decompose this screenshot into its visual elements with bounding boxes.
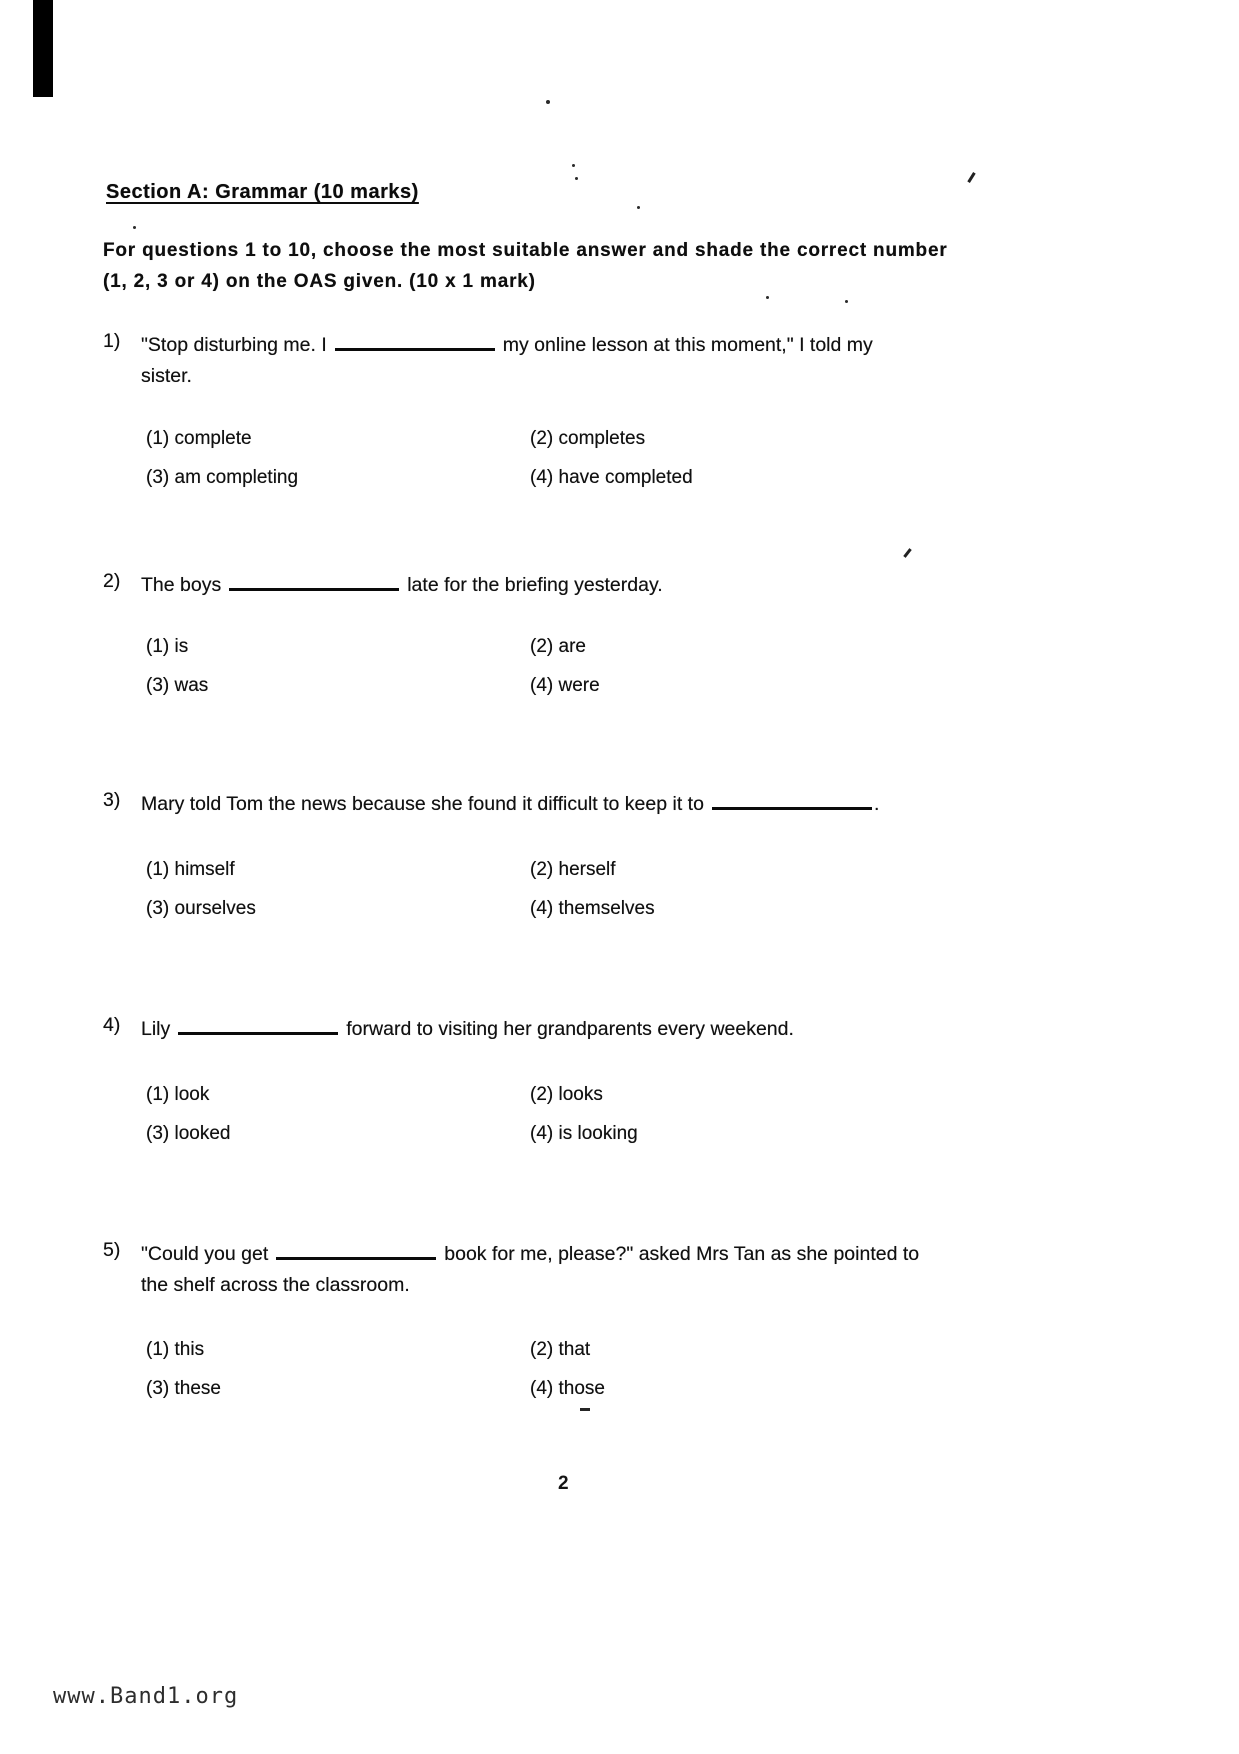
question-4: [103, 1014, 1153, 1045]
question-4-option-1: (1) look: [146, 1084, 210, 1105]
question-1: [103, 330, 1153, 392]
question-3-options: [146, 855, 655, 924]
question-2-option-2: (2) are: [530, 636, 586, 657]
question-1-option-3: (3) am completing: [146, 467, 299, 488]
scan-speck: [637, 206, 640, 209]
question-4-option-4: (4) is looking: [530, 1123, 638, 1144]
question-2-options: [146, 632, 600, 701]
question-4-text-before: Lily: [141, 1018, 171, 1040]
scan-speck: [766, 296, 769, 299]
question-3-text-before: Mary told Tom the news because she found it difficult to keep it to: [141, 793, 704, 815]
question-3-option-3: (3) ourselves: [146, 898, 256, 919]
question-3-number: 3): [103, 789, 121, 811]
question-2-text-before: The boys: [141, 574, 222, 596]
question-1-body: [141, 330, 1153, 392]
question-3-option-2: (2) herself: [530, 859, 616, 880]
question-5-option-3: (3) these: [146, 1378, 221, 1399]
question-2-number: 2): [103, 570, 121, 592]
question-1-text-line2: sister.: [141, 365, 192, 387]
question-5-body: [141, 1239, 1153, 1301]
question-5-text-after: book for me, please?" asked Mrs Tan as she pointed to: [444, 1243, 920, 1265]
scan-artifact-bar: [33, 0, 53, 97]
question-1-option-1: (1) complete: [146, 428, 252, 449]
question-2-text-after: late for the briefing yesterday.: [407, 574, 663, 596]
scan-speck: [845, 300, 848, 303]
question-1-text-before: "Stop disturbing me. I: [141, 334, 327, 356]
question-5-number: 5): [103, 1239, 121, 1261]
instructions-line-2: (1, 2, 3 or 4) on the OAS given. (10 x 1 mark): [103, 271, 536, 292]
section-title: Section A: Grammar (10 marks): [106, 181, 419, 203]
question-3-option-4: (4) themselves: [530, 898, 655, 919]
question-1-options: [146, 424, 693, 493]
question-2: [103, 570, 1153, 601]
question-1-number: 1): [103, 330, 121, 352]
question-4-options: [146, 1080, 638, 1149]
question-1-answer-blank: [335, 332, 495, 351]
question-5: [103, 1239, 1153, 1301]
scan-speck: [133, 226, 136, 229]
question-3-text-after: .: [873, 793, 880, 815]
question-1-text-after: my online lesson at this moment," I told my: [502, 334, 873, 356]
question-5-options: [146, 1335, 605, 1404]
question-1-option-2: (2) completes: [530, 428, 646, 449]
scan-tick-mark: [903, 548, 912, 558]
scan-artifact-dash: [580, 1408, 590, 1411]
question-1-option-4: (4) have completed: [530, 467, 693, 488]
question-5-text-before: "Could you get: [141, 1243, 269, 1265]
question-3: [103, 789, 1153, 820]
footer-url: www.Band1.org: [53, 1684, 239, 1709]
question-2-answer-blank: [229, 572, 399, 591]
question-2-option-4: (4) were: [530, 675, 600, 696]
question-3-body: [141, 789, 1153, 820]
question-4-option-2: (2) looks: [530, 1084, 603, 1105]
scan-tick-mark: [967, 172, 975, 183]
question-2-option-1: (1) is: [146, 636, 189, 657]
question-2-option-3: (3) was: [146, 675, 209, 696]
question-5-option-1: (1) this: [146, 1339, 205, 1360]
question-5-option-2: (2) that: [530, 1339, 591, 1360]
question-4-number: 4): [103, 1014, 121, 1036]
question-5-answer-blank: [276, 1241, 436, 1260]
question-2-body: [141, 570, 1153, 601]
instructions-line-1: For questions 1 to 10, choose the most suitable answer and shade the correct number: [103, 240, 948, 261]
page-number: 2: [558, 1473, 569, 1494]
question-4-text-after: forward to visiting her grandparents every weekend.: [346, 1018, 794, 1040]
scan-speck: [546, 100, 550, 104]
question-4-option-3: (3) looked: [146, 1123, 231, 1144]
question-3-option-1: (1) himself: [146, 859, 235, 880]
question-5-text-line2: the shelf across the classroom.: [141, 1274, 410, 1296]
scan-speck: [575, 177, 578, 180]
question-4-answer-blank: [178, 1016, 338, 1035]
question-4-body: [141, 1014, 1153, 1045]
question-3-answer-blank: [712, 791, 872, 810]
scan-speck: [572, 164, 575, 167]
question-5-option-4: (4) those: [530, 1378, 605, 1399]
